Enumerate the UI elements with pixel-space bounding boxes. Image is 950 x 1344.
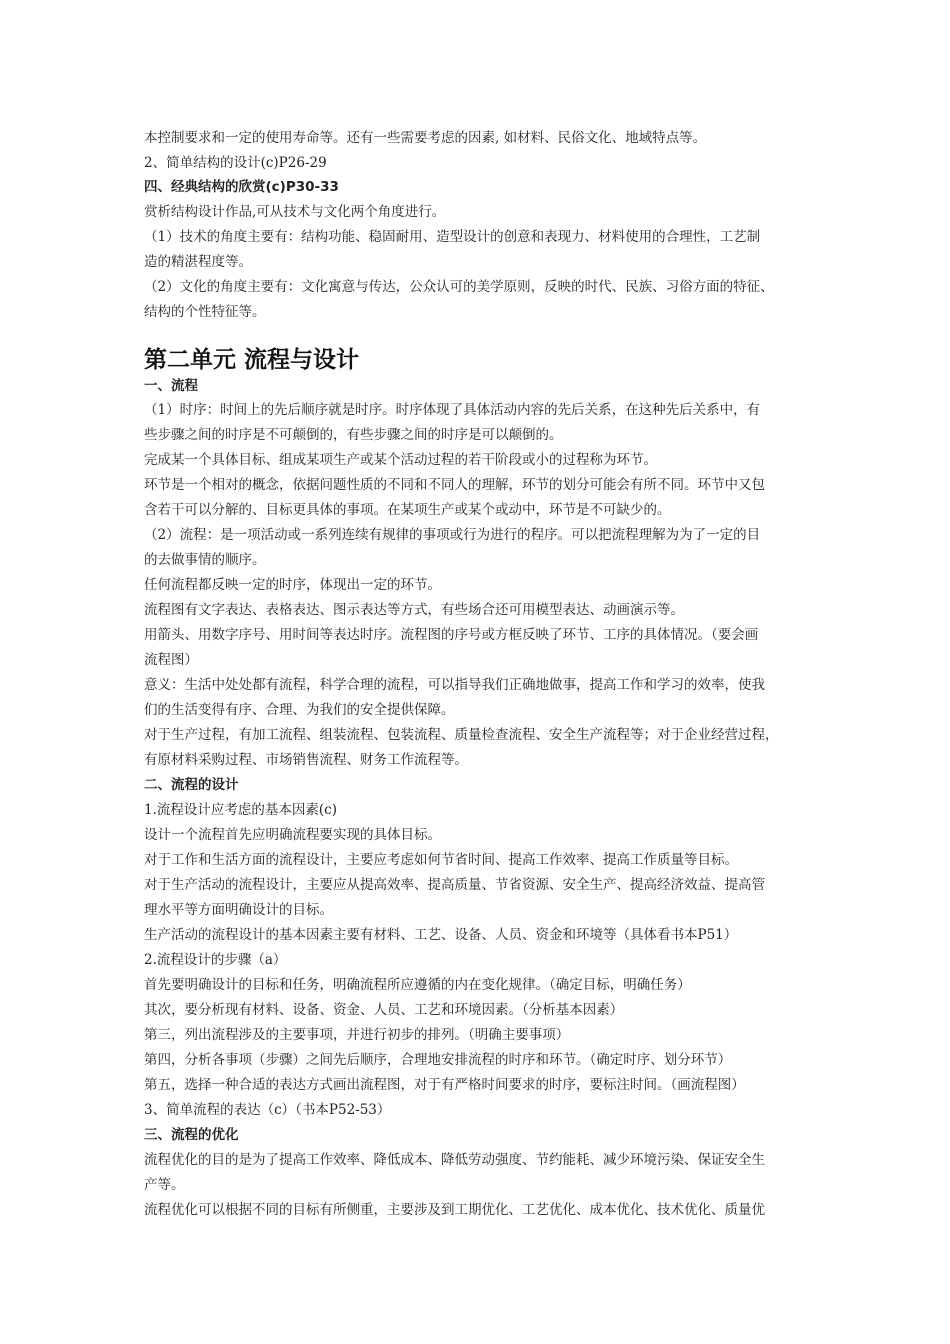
paragraph-line: 第五，选择一种合适的表达方式画出流程图，对于有严格时间要求的时序，要标注时间。（画流程图） <box>144 1077 745 1093</box>
paragraph-line: 本控制要求和一定的使用寿命等。还有一些需要考虑的因素, 如材料、民俗文化、地域特点等。 <box>144 130 707 146</box>
subsection-heading: 2、简单结构的设计(c)P26-29 <box>144 155 327 171</box>
section-heading: 三、流程的优化 <box>144 1127 239 1143</box>
section-heading: 二、流程的设计 <box>144 777 239 793</box>
paragraph-line: 造的精湛程度等。 <box>144 254 252 270</box>
section-heading: 一、流程 <box>144 378 198 394</box>
paragraph-line: 设计一个流程首先应明确流程要实现的具体目标。 <box>144 827 441 843</box>
paragraph-line: 对于生产过程，有加工流程、组装流程、包装流程、质量检查流程、安全生产流程等；对于企业经营过程， <box>144 727 779 743</box>
paragraph-line: 流程优化的目的是为了提高工作效率、降低成本、降低劳动强度、节约能耗、减少环境污染、保证安全生 <box>144 1152 765 1168</box>
paragraph-line: 意义：生活中处处都有流程，科学合理的流程，可以指导我们正确地做事，提高工作和学习的效率，使我 <box>144 677 765 693</box>
paragraph-line: 第四，分析各事项（步骤）之间先后顺序，合理地安排流程的时序和环节。（确定时序、划分环节） <box>144 1052 732 1068</box>
paragraph-line: （1）时序：时间上的先后顺序就是时序。时序体现了具体活动内容的先后关系，在这种先后关系中，有 <box>144 402 761 418</box>
subsection-heading: 2.流程设计的步骤（a） <box>144 952 287 968</box>
subsection-heading: 1.流程设计应考虑的基本因素(c) <box>144 802 337 818</box>
paragraph-line: 有原材料采购过程、市场销售流程、财务工作流程等。 <box>144 752 468 768</box>
paragraph-line: （2）流程：是一项活动或一系列连续有规律的事项或行为进行的程序。可以把流程理解为为了一定的目 <box>144 527 761 543</box>
paragraph-line: 理水平等方面明确设计的目标。 <box>144 902 333 918</box>
paragraph-line: 赏析结构设计作品,可从技术与文化两个角度进行。 <box>144 204 446 220</box>
paragraph-line: 些步骤之间的时序是不可颠倒的，有些步骤之间的时序是可以颠倒的。 <box>144 427 563 443</box>
paragraph-line: 流程图有文字表达、表格表达、图示表达等方式，有些场合还可用模型表达、动画演示等。 <box>144 602 684 618</box>
paragraph-line: 生产活动的流程设计的基本因素主要有材料、工艺、设备、人员、资金和环境等（具体看书本P51） <box>144 927 738 943</box>
paragraph-line: （2）文化的角度主要有：文化寓意与传达，公众认可的美学原则，反映的时代、民族、习俗方面的特征、 <box>144 279 774 295</box>
paragraph-line: 用箭头、用数字序号、用时间等表达时序。流程图的序号或方框反映了环节、工序的具体情况。（要会画 <box>144 627 759 643</box>
paragraph-line: （1）技术的角度主要有：结构功能、稳固耐用、造型设计的创意和表现力、材料使用的合理性，工艺制 <box>144 229 761 245</box>
paragraph-line: 环节是一个相对的概念，依据问题性质的不同和不同人的理解，环节的划分可能会有所不同。环节中又包 <box>144 477 765 493</box>
paragraph-line: 流程图） <box>144 652 198 668</box>
paragraph-line: 的去做事情的顺序。 <box>144 552 266 568</box>
paragraph-line: 结构的个性特征等。 <box>144 304 266 320</box>
section-heading: 四、经典结构的欣赏(c)P30-33 <box>144 179 339 195</box>
paragraph-line: 对于工作和生活方面的流程设计，主要应考虑如何节省时间、提高工作效率、提高工作质量等目标。 <box>144 852 738 868</box>
paragraph-line: 流程优化可以根据不同的目标有所侧重，主要涉及到工期优化、工艺优化、成本优化、技术优化、质量优 <box>144 1202 765 1218</box>
paragraph-line: 产等。 <box>144 1177 185 1193</box>
paragraph-line: 任何流程都反映一定的时序，体现出一定的环节。 <box>144 577 441 593</box>
paragraph-line: 首先要明确设计的目标和任务，明确流程所应遵循的内在变化规律。（确定目标，明确任务） <box>144 977 691 993</box>
paragraph-line: 第三，列出流程涉及的主要事项，并进行初步的排列。（明确主要事项） <box>144 1027 570 1043</box>
paragraph-line: 们的生活变得有序、合理、为我们的安全提供保障。 <box>144 702 455 718</box>
paragraph-line: 对于生产活动的流程设计，主要应从提高效率、提高质量、节省资源、安全生产、提高经济效益、提高管 <box>144 877 765 893</box>
paragraph-line: 含若干可以分解的、目标更具体的事项。在某项生产或某个或动中，环节是不可缺少的。 <box>144 502 671 518</box>
chapter-title: 第二单元 流程与设计 <box>144 347 360 373</box>
paragraph-line: 完成某一个具体目标、组成某项生产或某个活动过程的若干阶段或小的过程称为环节。 <box>144 452 657 468</box>
paragraph-line: 其次，要分析现有材料、设备、资金、人员、工艺和环境因素。（分析基本因素） <box>144 1002 624 1018</box>
subsection-heading: 3、简单流程的表达（c）（书本P52-53） <box>144 1102 391 1118</box>
